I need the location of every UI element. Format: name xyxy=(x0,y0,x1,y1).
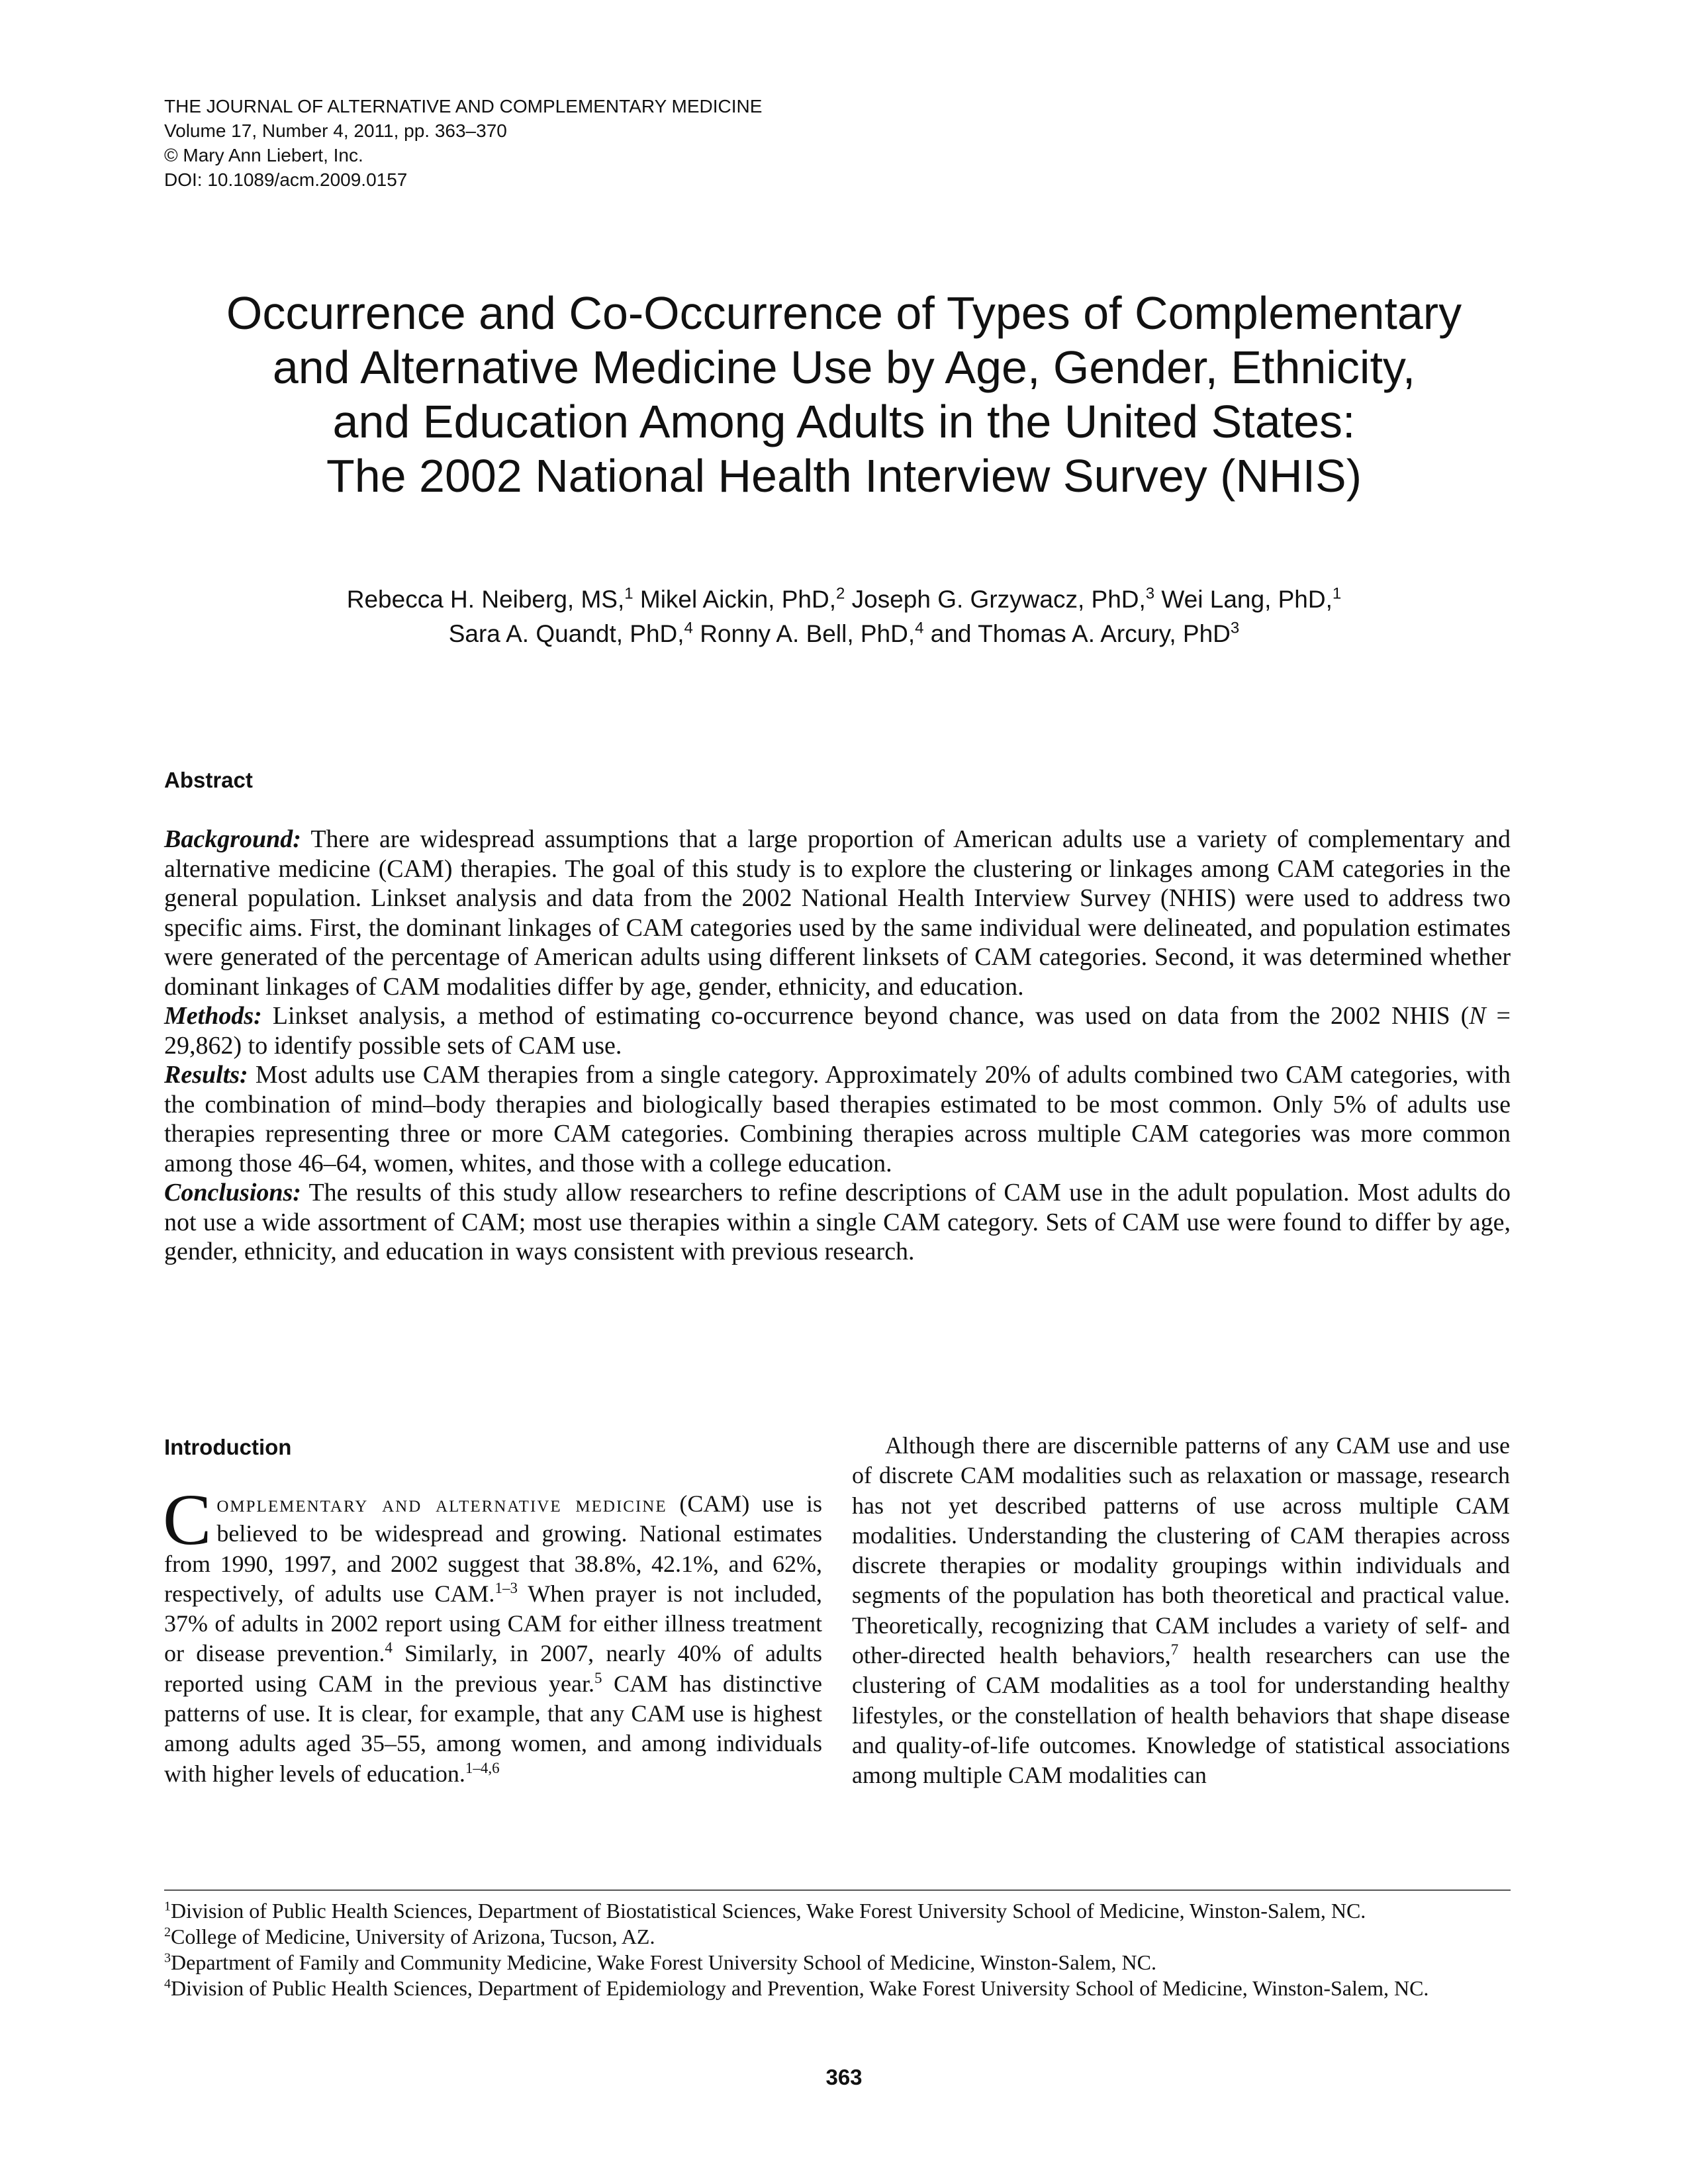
conclusions-text: The results of this study allow researchers to refine descriptions of CAM use in the adult population. Most adults do not use a wide assortment of CAM; most use therapies within a single CAM category. Sets of CAM use were found to differ by age, gender, ethnicity, and education in ways consistent with previous research. xyxy=(164,1179,1511,1265)
journal-name: THE JOURNAL OF ALTERNATIVE AND COMPLEMENTARY MEDICINE xyxy=(164,96,763,116)
footnote-mark: 4 xyxy=(164,1976,171,1991)
body-column-left xyxy=(163,1479,823,1789)
citation-ref: 1–3 xyxy=(494,1579,518,1596)
results-label: Results: xyxy=(164,1061,248,1089)
footnote-divider xyxy=(164,1889,1511,1891)
footnote-mark: 1 xyxy=(164,1899,171,1914)
abstract-results xyxy=(164,1060,1511,1178)
intro-text: health researchers can use the clustering of CAM modalities as a tool for understanding healthy lifestyles, or the constellation of health behaviors that shape disease and quality-of-life outcomes. Knowledge of statistical associations among multiple CAM modalities can xyxy=(852,1642,1510,1789)
intro-paragraph-1 xyxy=(163,1479,823,1789)
author-affiliation-mark: 4 xyxy=(684,619,693,637)
affiliation-footnotes xyxy=(164,1898,1511,2001)
conclusions-label: Conclusions: xyxy=(164,1179,301,1206)
author-name: and Thomas A. Arcury, PhD xyxy=(930,620,1231,647)
results-text: Most adults use CAM therapies from a single category. Approximately 20% of adults combined two CAM categories, with the combination of mind–body therapies and biologically based therapies estimated to be most common. Only 5% of adults use therapies representing three or more CAM categories. Combining therapies across multiple CAM categories was more common among those 46–64, women, whites, and those with a college education. xyxy=(164,1061,1511,1177)
abstract-body xyxy=(164,825,1511,1267)
footnote-text: Division of Public Health Sciences, Department of Epidemiology and Prevention, Wake Forest University School of Medicine, Winston-Salem, NC. xyxy=(171,1976,1429,2000)
author-name: Mikel Aickin, PhD, xyxy=(639,586,836,613)
title-line: The 2002 National Health Interview Survey (NHIS) xyxy=(326,450,1362,502)
body-column-right xyxy=(852,1431,1510,1791)
author-name: Sara A. Quandt, PhD, xyxy=(448,620,684,647)
footnote-text: Division of Public Health Sciences, Department of Biostatistical Sciences, Wake Forest University School of Medicine, Winston-Salem, NC. xyxy=(171,1899,1366,1923)
journal-doi: DOI: 10.1089/acm.2009.0157 xyxy=(164,169,408,190)
methods-label: Methods: xyxy=(164,1002,262,1030)
title-line: Occurrence and Co-Occurrence of Types of Complementary xyxy=(226,287,1462,339)
footnote xyxy=(164,1976,1511,2001)
abstract-methods xyxy=(164,1001,1511,1060)
author-line xyxy=(132,582,1556,617)
author-name: Wei Lang, PhD, xyxy=(1161,586,1333,613)
intro-text: CAM has distinctive patterns of use. It is clear, for example, that any CAM use is highest among adults aged 35–55, among women, and among individuals with higher levels of education. xyxy=(164,1670,823,1787)
methods-n-symbol: N xyxy=(1469,1002,1486,1030)
author-list xyxy=(132,582,1556,651)
footnote-mark: 2 xyxy=(164,1925,171,1940)
intro-text: (CAM) use is believed to be widespread and growing. National estimates from 1990, 1997, and 2002 suggest that 38.8%, 42.1%, and 62%, respectively, of adults use CAM. xyxy=(164,1490,822,1607)
intro-text: When prayer is not included, 37% of adults in 2002 report using CAM for either illness treatment or disease prevention. xyxy=(164,1580,822,1667)
article-title xyxy=(132,286,1556,503)
page-number: 363 xyxy=(825,2065,863,2089)
author-affiliation-mark: 3 xyxy=(1230,619,1240,637)
journal-copyright: © Mary Ann Liebert, Inc. xyxy=(164,145,363,165)
introduction-heading: Introduction xyxy=(164,1435,292,1459)
title-line: and Education Among Adults in the United States: xyxy=(332,396,1356,447)
author-line xyxy=(132,617,1556,651)
author-affiliation-mark: 1 xyxy=(624,584,633,603)
methods-text-pre: Linkset analysis, a method of estimating co-occurrence beyond chance, was used on data from the 2002 NHIS ( xyxy=(272,1002,1470,1030)
intro-lead-smallcaps: omplementary and alternative medicine xyxy=(216,1490,667,1517)
citation-ref: 1–4,6 xyxy=(465,1759,500,1776)
author-name: Ronny A. Bell, PhD, xyxy=(700,620,915,647)
citation-ref: 4 xyxy=(385,1639,393,1657)
footnote xyxy=(164,1950,1511,1976)
journal-header xyxy=(164,94,1091,192)
author-affiliation-mark: 4 xyxy=(915,619,924,637)
background-label: Background: xyxy=(164,825,301,853)
citation-ref: 7 xyxy=(1170,1641,1179,1659)
intro-text: Similarly, in 2007, nearly 40% of adults reported using CAM in the previous year. xyxy=(164,1640,822,1697)
author-affiliation-mark: 3 xyxy=(1145,584,1155,603)
title-line: and Alternative Medicine Use by Age, Gender, Ethnicity, xyxy=(272,341,1416,393)
footnote-text: College of Medicine, University of Arizona, Tucson, AZ. xyxy=(171,1925,655,1948)
abstract-heading: Abstract xyxy=(164,768,253,792)
journal-volume: Volume 17, Number 4, 2011, pp. 363–370 xyxy=(164,120,507,141)
footnote-mark: 3 xyxy=(164,1950,171,1966)
footnote-text: Department of Family and Community Medicine, Wake Forest University School of Medicine, Winston-Salem, NC. xyxy=(171,1950,1156,1974)
footnote xyxy=(164,1898,1511,1924)
methods-text-post: = 29,862) to identify possible sets of CAM use. xyxy=(164,1002,1511,1060)
author-name: Rebecca H. Neiberg, MS, xyxy=(346,586,625,613)
citation-ref: 5 xyxy=(594,1669,602,1686)
drop-cap: C xyxy=(163,1479,212,1560)
background-text: There are widespread assumptions that a large proportion of American adults use a variety of complementary and alternative medicine (CAM) therapies. The goal of this study is to explore the clustering or linkages among CAM categories in the general population. Linkset analysis and data from the 2002 National Health Interview Survey (NHIS) were used to address two specific aims. First, the dominant linkages of CAM categories used by the same individual were delineated, and population estimates were generated of the percentage of American adults using different linksets of CAM categories. Second, it was determined whether dominant linkages of CAM modalities differ by age, gender, ethnicity, and education. xyxy=(164,825,1511,1001)
abstract-background xyxy=(164,825,1511,1001)
intro-text: Although there are discernible patterns of any CAM use and use of discrete CAM modalities such as relaxation or massage, research has not yet described patterns of use across multiple CAM modalities. Understanding the clustering of CAM therapies across discrete therapies or modality groupings within individuals and segments of the population has both theoretical and practical value. Theoretically, recognizing that CAM includes a variety of self- and other-directed health behaviors, xyxy=(852,1432,1510,1669)
footnote xyxy=(164,1924,1511,1950)
abstract-conclusions xyxy=(164,1178,1511,1267)
author-name: Joseph G. Grzywacz, PhD, xyxy=(851,586,1146,613)
intro-paragraph-2 xyxy=(852,1431,1510,1791)
author-affiliation-mark: 1 xyxy=(1332,584,1342,603)
author-affiliation-mark: 2 xyxy=(835,584,845,603)
